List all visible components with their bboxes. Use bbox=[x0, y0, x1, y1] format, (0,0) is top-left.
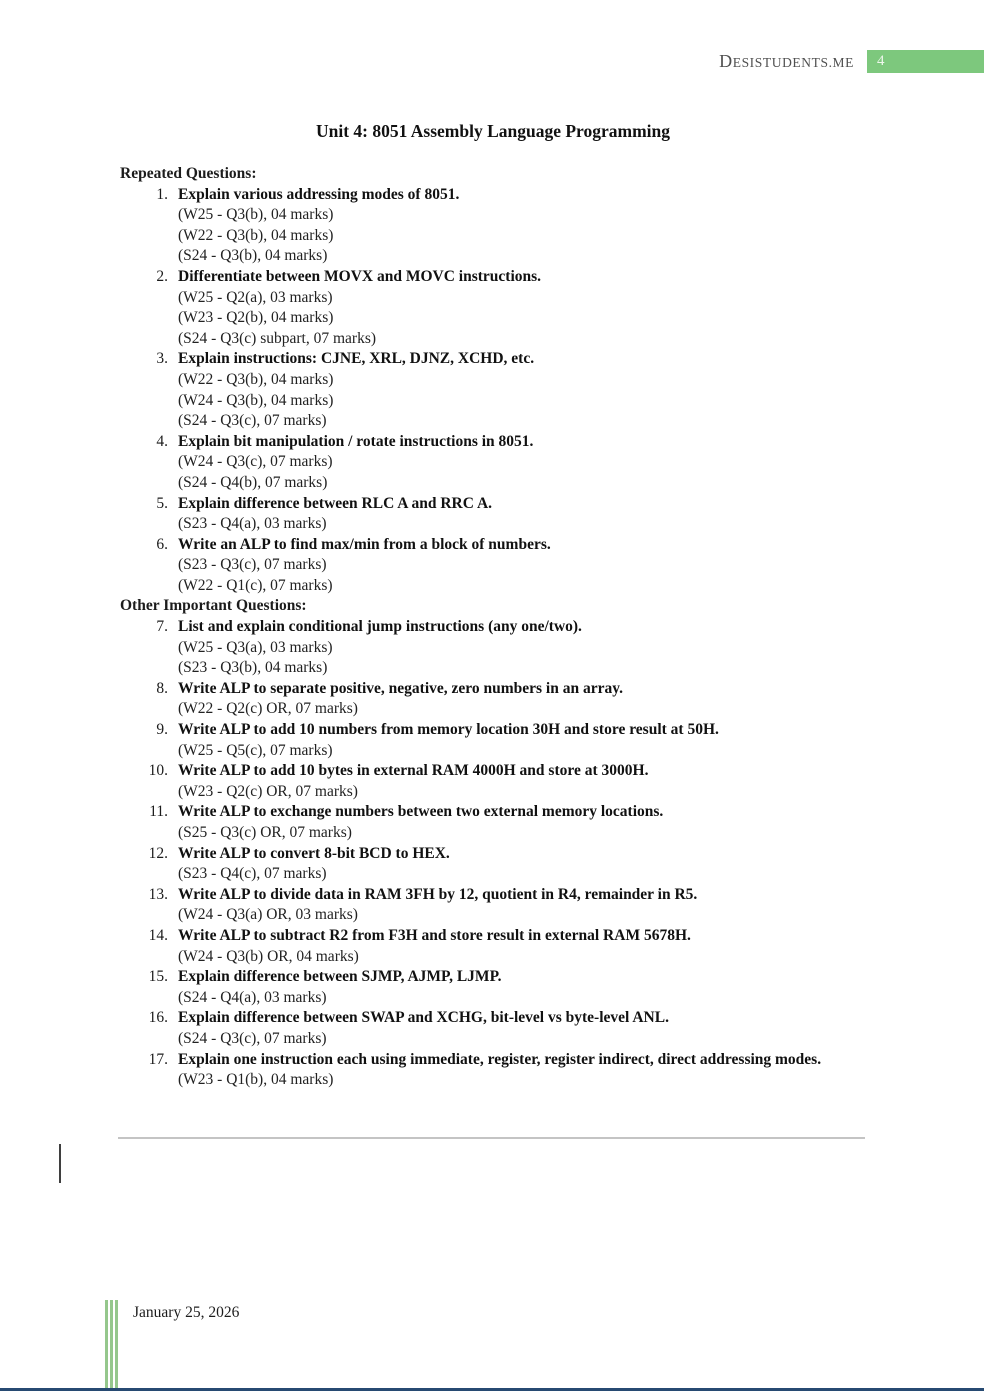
question-body bbox=[178, 967, 866, 1008]
marks-line: (S24 - Q3(b), 04 marks) bbox=[178, 247, 328, 265]
marks-line: (W24 - Q3(b), 04 marks) bbox=[178, 391, 334, 409]
question-body bbox=[178, 1050, 866, 1091]
question-body bbox=[178, 885, 866, 926]
section-heading: Repeated Questions: bbox=[120, 165, 257, 182]
question-item bbox=[120, 432, 866, 494]
marks-line: (S24 - Q3(c), 07 marks) bbox=[178, 1029, 327, 1047]
question-text: Write ALP to exchange numbers between two external memory locations. bbox=[178, 803, 664, 821]
question-number: 11. bbox=[149, 803, 168, 821]
question-item bbox=[120, 535, 866, 597]
question-marks bbox=[178, 205, 866, 267]
question-item bbox=[120, 720, 866, 761]
marks-line: (S23 - Q3(c), 07 marks) bbox=[178, 556, 327, 574]
question-body bbox=[178, 617, 866, 679]
question-text: Explain difference between SWAP and XCHG, bit-level vs byte-level ANL. bbox=[178, 1009, 669, 1027]
marks-line: (W25 - Q3(b), 04 marks) bbox=[178, 206, 334, 224]
question-item bbox=[120, 967, 866, 1008]
question-item bbox=[120, 617, 866, 679]
question-text: Explain various addressing modes of 8051. bbox=[178, 185, 460, 203]
question-item bbox=[120, 761, 866, 802]
question-marks bbox=[178, 1029, 866, 1050]
question-marks bbox=[178, 905, 866, 926]
question-number: 1. bbox=[156, 185, 168, 203]
question-number: 5. bbox=[156, 494, 168, 512]
marks-line: (W23 - Q1(b), 04 marks) bbox=[178, 1071, 334, 1089]
question-number: 17. bbox=[148, 1050, 168, 1068]
marks-line: (W25 - Q2(a), 03 marks) bbox=[178, 288, 333, 306]
question-text: Write ALP to add 10 bytes in external RAM 4000H and store at 3000H. bbox=[178, 762, 649, 780]
marks-line: (W24 - Q3(c), 07 marks) bbox=[178, 453, 333, 471]
question-marks bbox=[178, 514, 866, 535]
question-text: Explain instructions: CJNE, XRL, DJNZ, XCHD, etc. bbox=[178, 350, 535, 368]
left-tick-mark bbox=[59, 1144, 61, 1183]
marks-line: (W24 - Q3(b) OR, 04 marks) bbox=[178, 947, 359, 965]
marks-line: (S25 - Q3(c) OR, 07 marks) bbox=[178, 824, 352, 841]
question-marks bbox=[178, 288, 866, 350]
marks-line: (W24 - Q3(a) OR, 03 marks) bbox=[178, 906, 358, 924]
marks-line: (W22 - Q1(c), 07 marks) bbox=[178, 576, 333, 594]
question-marks bbox=[178, 1070, 866, 1091]
question-number: 14. bbox=[148, 926, 168, 944]
question-number: 6. bbox=[156, 535, 168, 553]
section-heading: Other Important Questions: bbox=[120, 597, 307, 615]
footer-divider bbox=[118, 1137, 865, 1139]
question-body bbox=[178, 844, 866, 885]
question-text: Explain difference between RLC A and RRC A. bbox=[178, 494, 493, 512]
question-marks bbox=[178, 864, 866, 885]
question-number: 9. bbox=[156, 721, 168, 739]
question-body bbox=[178, 926, 866, 967]
page-number: 4 bbox=[877, 53, 885, 69]
question-body bbox=[178, 432, 866, 494]
question-body bbox=[178, 494, 866, 535]
question-number: 2. bbox=[156, 267, 168, 285]
question-text: List and explain conditional jump instructions (any one/two). bbox=[178, 618, 582, 636]
footer-date: January 25, 2026 bbox=[133, 1304, 240, 1321]
question-text: Explain bit manipulation / rotate instructions in 8051. bbox=[178, 432, 534, 450]
question-text: Explain difference between SJMP, AJMP, LJMP. bbox=[178, 968, 502, 986]
page-header bbox=[719, 50, 984, 73]
question-item bbox=[120, 679, 866, 720]
question-marks bbox=[178, 741, 866, 762]
site-brand: DESISTUDENTS.ME bbox=[719, 50, 854, 71]
question-marks bbox=[178, 947, 866, 968]
question-number: 10. bbox=[148, 762, 168, 780]
question-item bbox=[120, 802, 866, 843]
page-footer bbox=[105, 1300, 239, 1391]
questions-content bbox=[120, 164, 866, 1091]
question-item bbox=[120, 267, 866, 349]
marks-line: (W23 - Q2(c) OR, 07 marks) bbox=[178, 782, 358, 800]
marks-line: (S24 - Q4(a), 03 marks) bbox=[178, 988, 327, 1006]
question-number: 3. bbox=[156, 350, 168, 368]
marks-line: (W22 - Q3(b), 04 marks) bbox=[178, 370, 334, 388]
question-number: 13. bbox=[148, 885, 168, 903]
question-item bbox=[120, 349, 866, 431]
marks-line: (S24 - Q4(b), 07 marks) bbox=[178, 473, 328, 491]
question-marks bbox=[178, 782, 866, 803]
question-text: Write ALP to divide data in RAM 3FH by 12, quotient in R4, remainder in R5. bbox=[178, 885, 698, 903]
question-marks bbox=[178, 555, 866, 596]
question-text: Write ALP to subtract R2 from F3H and store result in external RAM 5678H. bbox=[178, 926, 691, 944]
marks-line: (S23 - Q4(a), 03 marks) bbox=[178, 515, 327, 533]
question-body bbox=[178, 802, 866, 843]
question-number: 7. bbox=[156, 618, 168, 636]
marks-line: (S23 - Q4(c), 07 marks) bbox=[178, 865, 327, 883]
question-marks bbox=[178, 823, 866, 844]
question-item bbox=[120, 1050, 866, 1091]
question-text: Explain one instruction each using immediate, register, register indirect, direct addressing modes. bbox=[178, 1050, 822, 1068]
question-number: 8. bbox=[156, 679, 168, 697]
question-item bbox=[120, 185, 866, 267]
question-body bbox=[178, 535, 866, 597]
question-body bbox=[178, 1008, 866, 1049]
question-item bbox=[120, 926, 866, 967]
page-number-badge bbox=[867, 50, 984, 73]
question-text: Write ALP to separate positive, negative, zero numbers in an array. bbox=[178, 679, 624, 697]
question-text: Write an ALP to find max/min from a block of numbers. bbox=[178, 535, 551, 553]
page-title: Unit 4: 8051 Assembly Language Programming bbox=[315, 121, 671, 141]
question-number: 12. bbox=[148, 844, 168, 862]
question-marks bbox=[178, 452, 866, 493]
question-marks bbox=[178, 638, 866, 679]
marks-line: (W22 - Q2(c) OR, 07 marks) bbox=[178, 700, 358, 718]
marks-line: (S23 - Q3(b), 04 marks) bbox=[178, 659, 328, 677]
marks-line: (W25 - Q3(a), 03 marks) bbox=[178, 638, 333, 656]
marks-line: (W22 - Q3(b), 04 marks) bbox=[178, 226, 334, 244]
question-item bbox=[120, 1008, 866, 1049]
question-text: Differentiate between MOVX and MOVC instructions. bbox=[178, 267, 542, 285]
footer-green-stripes bbox=[105, 1300, 118, 1391]
question-body bbox=[178, 761, 866, 802]
question-marks bbox=[178, 988, 866, 1009]
question-text: Write ALP to convert 8-bit BCD to HEX. bbox=[178, 844, 450, 862]
marks-line: (S24 - Q3(c), 07 marks) bbox=[178, 412, 327, 430]
question-body bbox=[178, 267, 866, 349]
question-body bbox=[178, 349, 866, 431]
question-body bbox=[178, 679, 866, 720]
question-marks bbox=[178, 370, 866, 432]
question-body bbox=[178, 185, 866, 267]
question-item bbox=[120, 885, 866, 926]
marks-line: (W23 - Q2(b), 04 marks) bbox=[178, 309, 334, 327]
question-body bbox=[178, 720, 866, 761]
question-text: Write ALP to add 10 numbers from memory location 30H and store result at 50H. bbox=[178, 721, 719, 739]
question-item bbox=[120, 844, 866, 885]
marks-line: (W25 - Q5(c), 07 marks) bbox=[178, 741, 333, 759]
question-number: 16. bbox=[148, 1009, 168, 1027]
question-marks bbox=[178, 699, 866, 720]
question-number: 15. bbox=[148, 968, 168, 986]
document-body bbox=[120, 121, 866, 1091]
question-number: 4. bbox=[156, 432, 168, 450]
question-item bbox=[120, 494, 866, 535]
marks-line: (S24 - Q3(c) subpart, 07 marks) bbox=[178, 329, 377, 347]
